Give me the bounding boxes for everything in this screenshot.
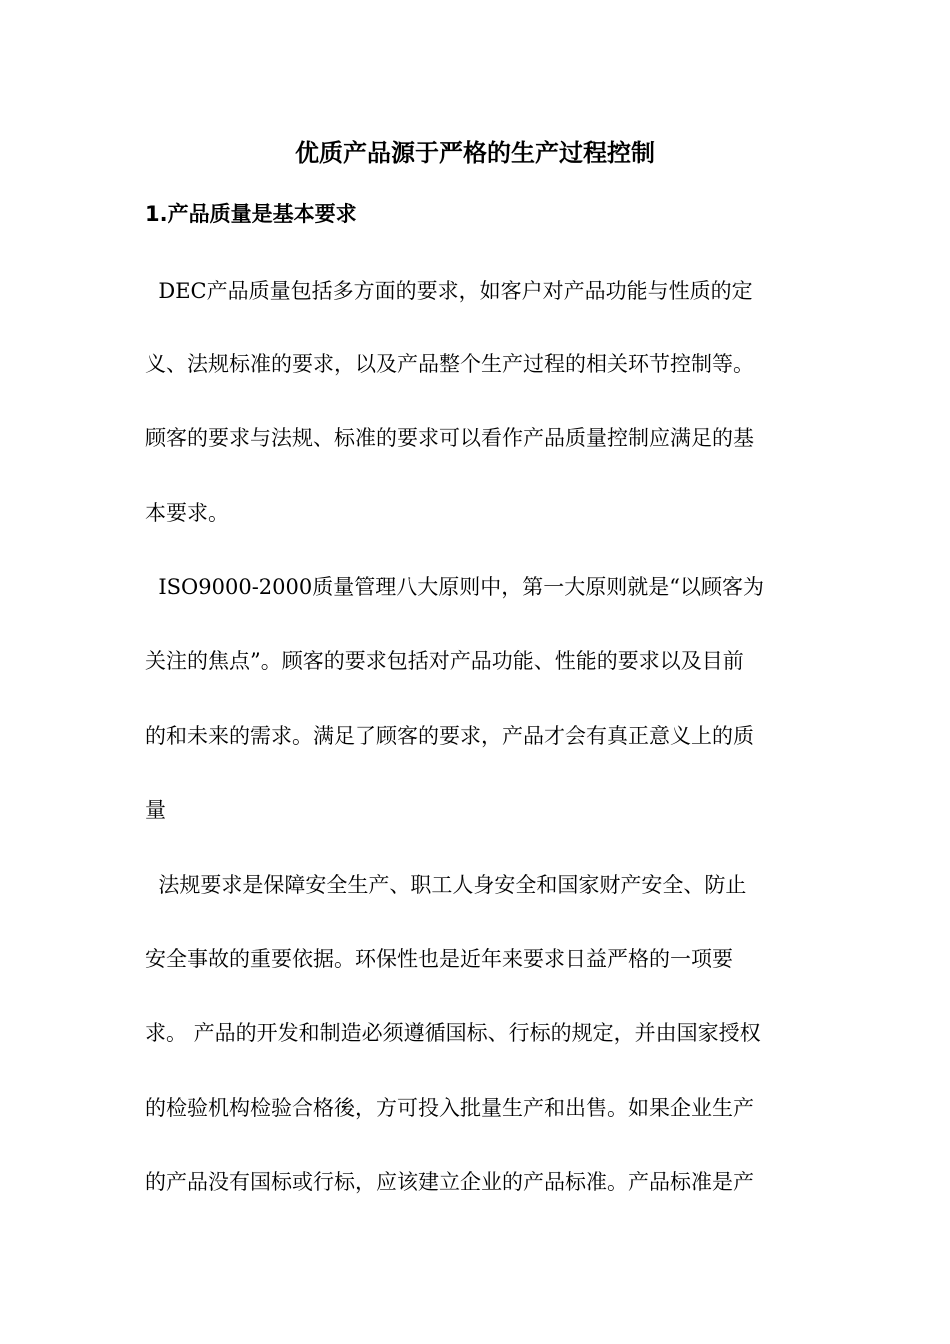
body-line: 法规要求是保障安全生产、职工人身安全和国家财产安全、防止 bbox=[145, 873, 747, 897]
body-line: 的检验机构检验合格後，方可投入批量生产和出售。如果企业生产 bbox=[145, 1096, 754, 1120]
body-line: ISO9000-2000质量管理八大原则中，第一大原则就是“以顾客为 bbox=[145, 575, 764, 599]
document-title: 优质产品源于严格的生产过程控制 bbox=[295, 139, 655, 167]
body-line: 的和未来的需求。满足了顾客的要求，产品才会有真正意义上的质 bbox=[145, 724, 754, 748]
body-line: 本要求。 bbox=[145, 501, 229, 525]
section-heading: 1.产品质量是基本要求 bbox=[145, 202, 357, 226]
body-line: 的产品没有国标或行标，应该建立企业的产品标准。产品标准是产 bbox=[145, 1170, 754, 1194]
body-line: 求。 产品的开发和制造必须遵循国标、行标的规定，并由国家授权 bbox=[145, 1021, 761, 1045]
body-line: 义、法规标准的要求，以及产品整个生产过程的相关环节控制等。 bbox=[145, 352, 754, 376]
body-line: 顾客的要求与法规、标准的要求可以看作产品质量控制应满足的基 bbox=[145, 426, 754, 450]
body-line: 安全事故的重要依据。环保性也是近年来要求日益严格的一项要 bbox=[145, 947, 733, 971]
body-line: DEC产品质量包括多方面的要求，如客户对产品功能与性质的定 bbox=[145, 279, 753, 303]
body-line: 关注的焦点”。顾客的要求包括对产品功能、性能的要求以及目前 bbox=[145, 649, 744, 673]
body-line: 量 bbox=[145, 798, 166, 822]
